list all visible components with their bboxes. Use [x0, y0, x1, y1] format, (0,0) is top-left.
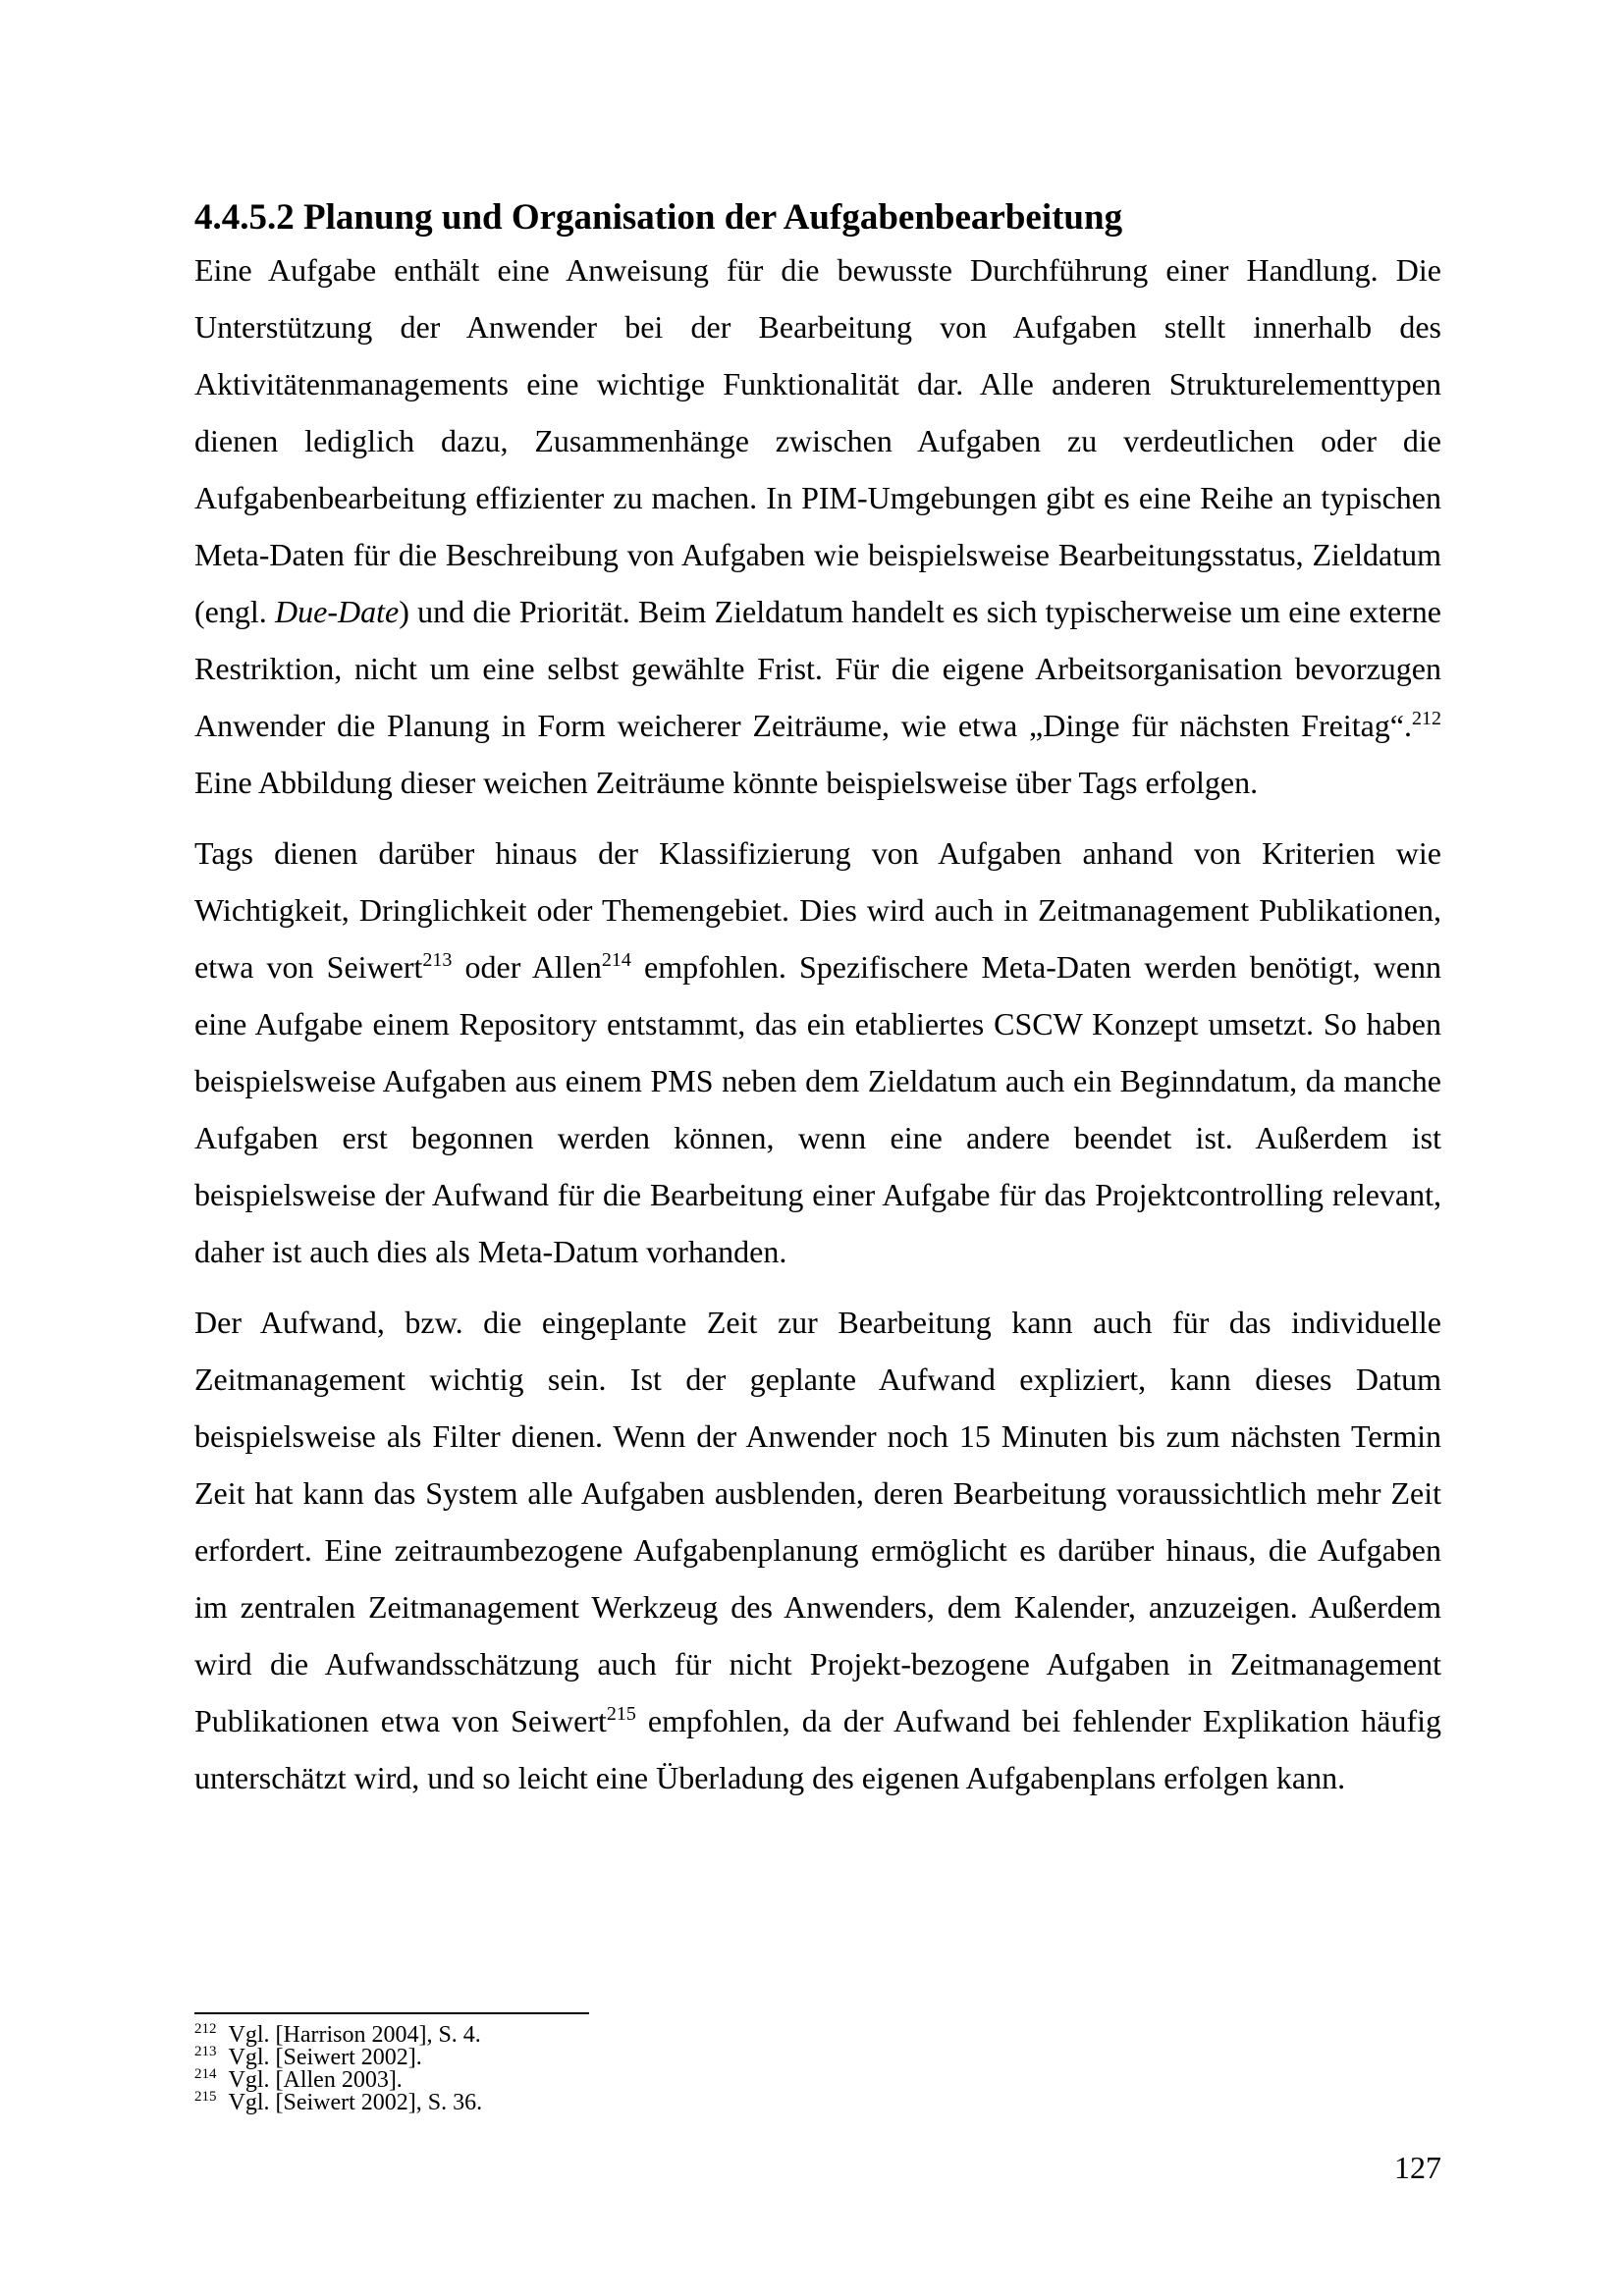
main-content — [194, 194, 1441, 1806]
footnote-text: Vgl. [Seiwert 2002], S. 36. — [228, 2090, 483, 2115]
footnote-212 — [194, 2021, 1441, 2048]
paragraph-1-text-a: Eine Aufgabe enthält eine Anweisung für die bewusste Durchführung einer Handlung. Die Unterstützung der Anwender bei der Bearbeitung von Aufgaben stellt innerhalb des Aktivitätenmanagements eine wichtige Funktionalität dar. Alle anderen Strukturelementtypen dienen lediglich dazu, Zusammenhänge zwischen Aufgaben zu verdeutlichen oder die Aufgabenbearbeitung effizienter zu machen. In PIM-Umgebungen gibt es eine Reihe an typischen Meta-Daten für die Beschreibung von Aufgaben wie beispielsweise Bearbeitungsstatus, Zieldatum (engl. — [194, 252, 1441, 629]
footnote-number: 215 — [194, 2089, 217, 2105]
footnotes — [194, 2021, 1441, 2115]
paragraph-2-text-b: oder Allen — [452, 949, 602, 985]
paragraph-2 — [194, 825, 1441, 1280]
paragraph-3-text-b: empfohlen, da der Aufwand bei fehlender Explikation häufig unterschätzt wird, und so leicht eine Überladung des eigenen Aufgabenplans erfolgen kann. — [194, 1703, 1442, 1795]
footnote-ref-214[interactable]: 214 — [601, 949, 631, 971]
paragraph-2-text-c: empfohlen. Spezifischere Meta-Daten werden benötigt, wenn eine Aufgabe einem Repository entstammt, das ein etabliertes CSCW Konzept umsetzt. So haben beispielsweise Aufgaben aus einem PMS neben dem Zieldatum auch ein Beginndatum, da manche Aufgaben erst begonnen werden können, wenn eine andere beendet ist. Außerdem ist beispielsweise der Aufwand für die Bearbeitung einer Aufgabe für das Projektcontrolling relevant, daher ist auch dies als Meta-Datum vorhanden. — [194, 949, 1442, 1269]
footnote-214 — [194, 2066, 1441, 2093]
footnote-text: Vgl. [Harrison 2004], S. 4. — [228, 2022, 481, 2048]
paragraph-1 — [194, 241, 1441, 811]
footnote-text: Vgl. [Seiwert 2002]. — [228, 2045, 422, 2070]
footnote-ref-213[interactable]: 213 — [422, 949, 453, 971]
footnote-divider — [194, 2012, 589, 2014]
footnote-ref-212[interactable]: 212 — [1412, 708, 1441, 729]
paragraph-1-text-c: Eine Abbildung dieser weichen Zeiträume könnte beispielsweise über Tags erfolgen. — [194, 765, 1259, 800]
footnote-number: 213 — [194, 2044, 217, 2059]
footnote-215 — [194, 2089, 1441, 2115]
paragraph-1-emphasis: Due-Date — [275, 594, 400, 629]
footnote-ref-215[interactable]: 215 — [606, 1703, 636, 1725]
paragraph-1-text-b: ) und die Priorität. Beim Zieldatum handelt es sich typischerweise um eine externe Restriktion, nicht um eine selbst gewählte Frist. Für die eigene Arbeitsorganisation bevorzugen Anwender die Planung in Form weicherer Zeiträume, wie etwa „Dinge für nächsten Freitag“. — [194, 594, 1442, 743]
footnote-number: 212 — [194, 2021, 217, 2037]
paragraph-3 — [194, 1294, 1441, 1806]
paragraph-3-text-a: Der Aufwand, bzw. die eingeplante Zeit zur Bearbeitung kann auch für das individuelle Zeitmanagement wichtig sein. Ist der geplante Aufwand expliziert, kann dieses Datum beispielsweise als Filter dienen. Wenn der Anwender noch 15 Minuten bis zum nächsten Termin Zeit hat kann das System alle Aufgaben ausblenden, deren Bearbeitung voraussichtlich mehr Zeit erfordert. Eine zeitraumbezogene Aufgabenplanung ermöglicht es darüber hinaus, die Aufgaben im zentralen Zeitmanagement Werkzeug des Anwenders, dem Kalender, anzuzeigen. Außerdem wird die Aufwandsschätzung auch für nicht Projekt-bezogene Aufgaben in Zeitmanagement Publikationen etwa von Seiwert — [194, 1305, 1441, 1738]
page-number: 127 — [1394, 2150, 1441, 2185]
footnote-213 — [194, 2044, 1441, 2070]
footnote-number: 214 — [194, 2066, 217, 2082]
footnote-text: Vgl. [Allen 2003]. — [228, 2067, 403, 2093]
paragraph-2-text-a: Tags dienen darüber hinaus der Klassifizierung von Aufgaben anhand von Kriterien wie Wichtigkeit, Dringlichkeit oder Themengebiet. Dies wird auch in Zeitmanagement Publikationen, etwa von Seiwert — [194, 835, 1441, 985]
section-heading: 4.4.5.2 Planung und Organisation der Aufgabenbearbeitung — [194, 197, 1123, 238]
